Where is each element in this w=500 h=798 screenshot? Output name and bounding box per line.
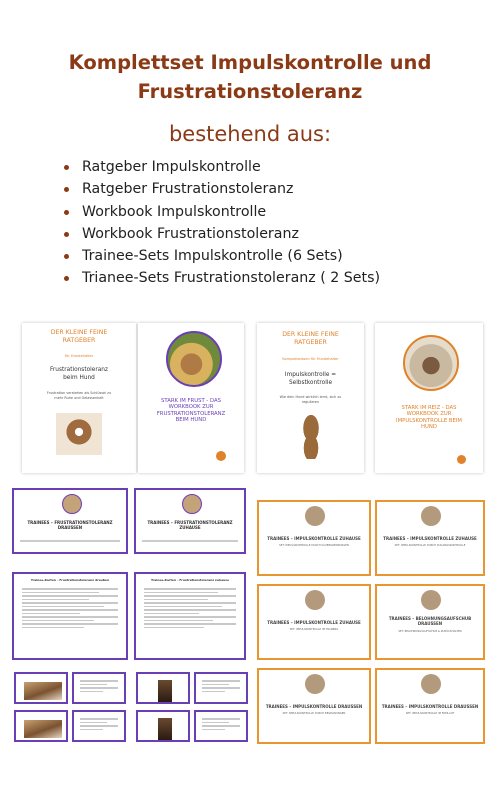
purple-card — [136, 672, 190, 704]
purple-set-1-cover — [12, 488, 128, 554]
dog-photo-circle — [305, 674, 325, 694]
set-title: TRAINEES – FRUSTRATIONSTOLERANZ ZUHAUSE — [147, 520, 233, 530]
title-line-2: Frustrationstoleranz — [137, 80, 363, 103]
page-heading: Trainee-Karten - Frustrationstoleranz zuhause — [150, 578, 230, 582]
purple-card — [72, 710, 126, 742]
list-item: Ratgeber Impulskontrolle — [62, 156, 380, 178]
orange-set-5-cover — [257, 668, 371, 744]
subtitle: bestehend aus: — [168, 122, 332, 146]
purple-card — [72, 672, 126, 704]
cover-topic: Impulskontrolle = Selbstkontrolle — [284, 372, 337, 386]
page-title — [0, 48, 500, 106]
list-item: Workbook Impulskontrolle — [62, 201, 380, 223]
set-subtitle: SET: IMPULSKONTROLLE IM TRAINING — [289, 628, 339, 631]
orange-set-3-cover — [257, 584, 371, 660]
dog-photo-circle — [62, 494, 82, 514]
purple-card — [136, 710, 190, 742]
dog-illustration — [293, 415, 329, 459]
set-title: TRAINEES – IMPULSKONTROLLE ZUHAUSE — [383, 536, 477, 541]
purple-set-2-page — [134, 572, 246, 660]
orange-set-6-cover — [375, 668, 485, 744]
purple-card — [14, 672, 68, 704]
ratgeber-frust-cover — [22, 323, 136, 473]
dog-photo — [56, 413, 102, 455]
cover-for: Kompaktwissen für Hundehalter — [282, 357, 339, 361]
dog-photo-circle — [421, 674, 441, 694]
dog-photo-circle — [421, 590, 441, 610]
dog-photo-circle — [421, 506, 441, 526]
dog-photo-circle — [403, 335, 459, 391]
dog-photo-circle — [305, 506, 325, 526]
dog-photo-circle — [182, 494, 202, 514]
cover-topic: Frustrationstoleranz beim Hund — [50, 367, 108, 381]
set-subtitle: SET: IMPULSKONTROLLE DURCH BEGEGNUNGEN — [282, 712, 346, 715]
list-item: Trianee-Sets Frustrationstoleranz ( 2 Sets) — [62, 267, 380, 289]
set-subtitle: SET: IMPULSKONTROLLE DURCH KAUBEGRENZUNGEN — [279, 544, 349, 547]
contents-list — [62, 156, 380, 290]
list-item: Workbook Frustrationstoleranz — [62, 223, 380, 245]
cover-for: für Hundehalter — [64, 354, 94, 358]
list-item: Ratgeber Frustrationstoleranz — [62, 178, 380, 200]
workbook-title: STARK IM FRUST - DAS WORKBOOK ZUR FRUSTRATIONSTOLERANZ BEIM HUND — [156, 398, 226, 424]
paw-logo-icon — [457, 455, 466, 464]
cover-title: DER KLEINE FEINE RATGEBER — [282, 331, 339, 346]
orange-set-4-cover — [375, 584, 485, 660]
paw-logo-icon — [216, 451, 226, 461]
workbook-impuls-cover — [375, 323, 483, 473]
purple-card — [14, 710, 68, 742]
set-title: TRAINEES – IMPULSKONTROLLE ZUHAUSE — [267, 536, 361, 541]
set-title: TRAINEES – FRUSTRATIONSTOLERANZ DRAUSSEN — [27, 520, 113, 530]
set-subtitle: SET: BELOHNUNGSAUFSCHUB & ZURÜCKHALTEN — [398, 630, 462, 633]
dog-photo-circle — [305, 590, 325, 610]
set-subtitle: SET: IMPULSKONTROLLE IM FREILAUF — [405, 712, 455, 715]
title-line-1: Komplettset Impulskontrolle und — [68, 51, 432, 74]
dog-photo-circle — [166, 331, 222, 387]
page-heading: Trainee-Karten - Frustrationstoleranz draußen — [30, 578, 110, 582]
workbook-frust-cover — [138, 323, 244, 473]
text-lines — [22, 588, 118, 630]
set-title: TRAINEES – IMPULSKONTROLLE ZUHAUSE — [267, 620, 361, 625]
orange-set-2-cover — [375, 500, 485, 576]
cover-title: DER KLEINE FEINE RATGEBER — [50, 329, 108, 344]
purple-set-1-page — [12, 572, 128, 660]
purple-set-2-cover — [134, 488, 246, 554]
text-lines — [144, 588, 236, 630]
cover-tagline: Frustration verstehen als Schlüssel zu mehr Ruhe und Gelassenheit — [46, 391, 112, 400]
cover-tagline: Wie dein Hund wirklich lernt, sich zu regulieren — [279, 395, 342, 404]
orange-set-1-cover — [257, 500, 371, 576]
list-item: Trainee-Sets Impulskontrolle (6 Sets) — [62, 245, 380, 267]
set-subtitle: SET: IMPULSKONTROLLE DURCH ZUGANGSKONTROLLE — [394, 544, 466, 547]
workbook-title: STARK IM REIZ - DAS WORKBOOK ZUR IMPULSKONTROLLE BEIM HUND — [396, 405, 462, 431]
divider — [20, 540, 120, 542]
set-title: TRAINEES – IMPULSKONTROLLE DRAUSSEN — [381, 704, 479, 709]
set-title: TRAINEES – IMPULSKONTROLLE DRAUSSEN — [265, 704, 363, 709]
purple-card — [194, 710, 248, 742]
set-title: TRAINEES – BELOHNUNGSAUFSCHUB DRAUSSEN — [388, 616, 472, 626]
ratgeber-impuls-cover — [257, 323, 364, 473]
divider — [142, 540, 238, 542]
purple-card — [194, 672, 248, 704]
